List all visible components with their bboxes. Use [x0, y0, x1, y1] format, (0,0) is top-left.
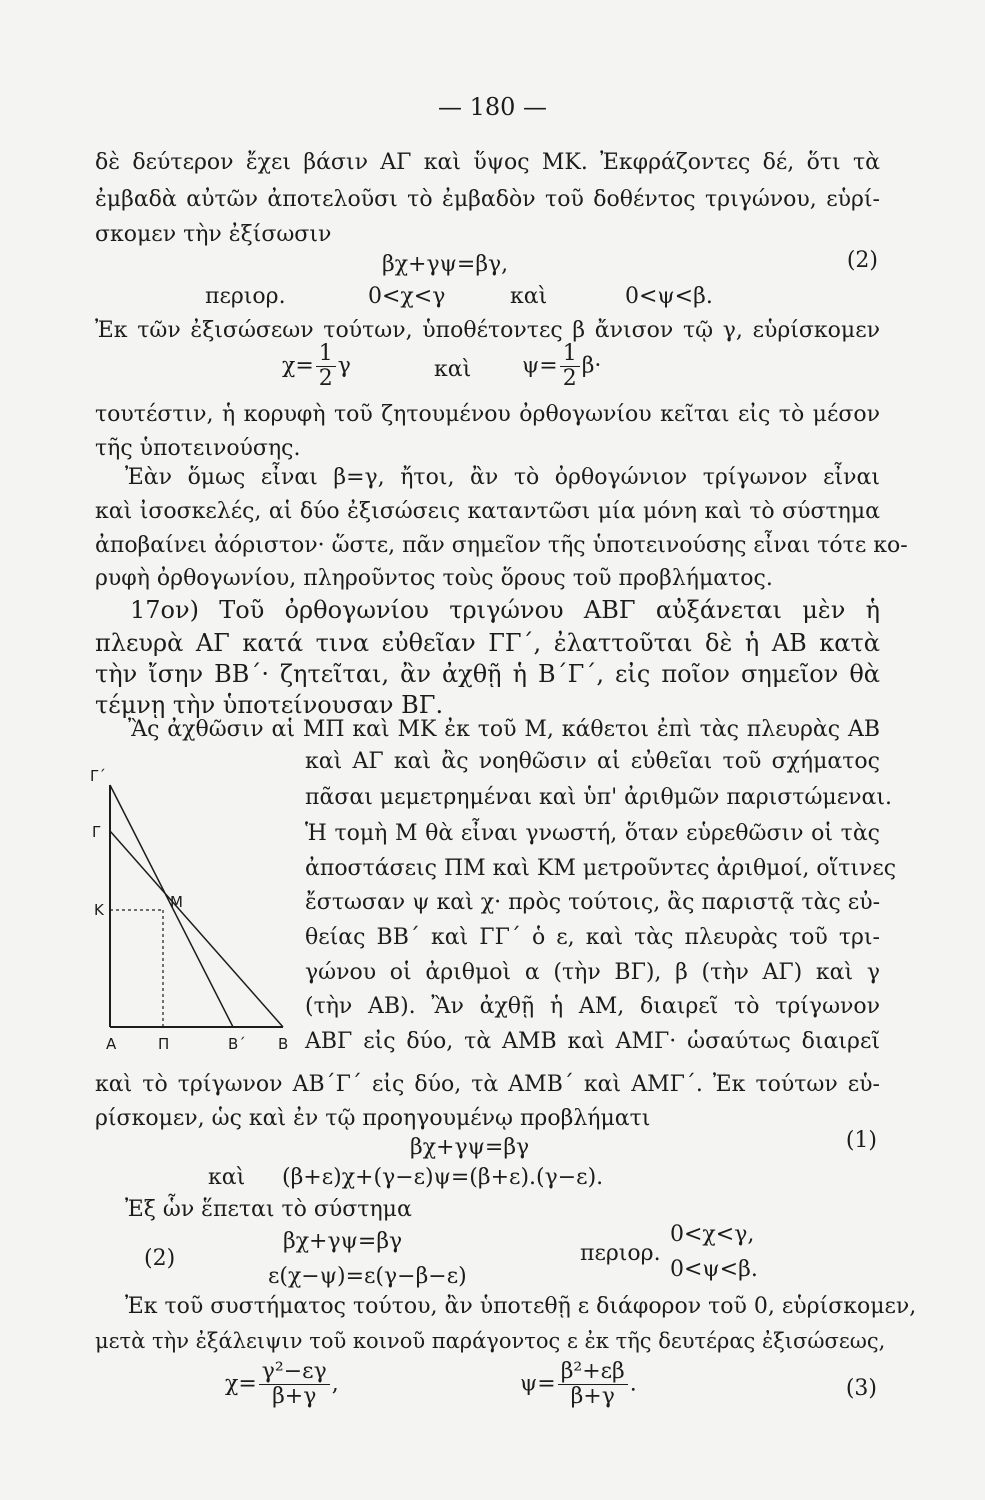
denominator: β+γ [272, 1384, 317, 1409]
text-line: ἔστωσαν ψ καὶ χ· πρὸς τούτοις, ἂς παριστᾷ τὰς εὐ- [305, 890, 880, 915]
label-P: Π [158, 1035, 170, 1053]
label-G1: Γ΄ [90, 767, 106, 785]
text-line: Ἐκ τῶν ἐξισώσεων τούτων, ὑποθέτοντες β ἄνισον τῷ γ, εὑρίσκομεν [95, 318, 880, 343]
text-line: καὶ ΑΓ καὶ ἂς νοηθῶσιν αἱ εὐθεῖαι τοῦ σχήματος [305, 749, 880, 774]
numerator: 1 [560, 342, 580, 367]
hypotenuse-GB [110, 831, 283, 1027]
denominator: 2 [318, 366, 333, 391]
constraint: 0<χ<γ, [670, 1222, 755, 1247]
denominator: β+γ [570, 1384, 615, 1409]
equation-lhs: χ= [225, 1371, 257, 1397]
text-line: Ἐξ ὧν ἕπεται τὸ σύστημα [125, 1197, 412, 1222]
equation-lhs: χ= [282, 353, 314, 379]
numerator: γ²−εγ [259, 1360, 330, 1385]
constraint: 0<ψ<β. [670, 1257, 758, 1282]
label-K: Κ [94, 901, 104, 919]
punctuation: . [629, 1371, 637, 1397]
text-line: ΑΒΓ εἰς δύο, τὰ ΑΜΒ καὶ ΑΜΓ· ὡσαύτως διαιρεῖ [305, 1029, 880, 1054]
equation-half [522, 342, 601, 391]
equation-number: (1) [845, 1128, 877, 1153]
equation-lhs: ψ= [522, 353, 558, 379]
problem-heading: 17ον) Τοῦ ὀρθογωνίου τριγώνου ΑΒΓ αὐξάνεται μὲν ἡ [130, 596, 880, 624]
equation-number: (2) [144, 1246, 176, 1271]
page-number: — 180 — [437, 93, 548, 121]
equation-lhs: ψ= [520, 1371, 556, 1397]
equation-chi [225, 1360, 339, 1409]
punctuation: , [331, 1371, 339, 1397]
text-line: καὶ [434, 357, 472, 382]
text-line: τουτέστιν, ἡ κορυφὴ τοῦ ζητουμένου ὀρθογωνίου κεῖται εἰς τὸ μέσον [95, 402, 880, 427]
numerator: β²+εβ [558, 1360, 628, 1385]
text-line: Ἂς ἀχθῶσιν αἱ ΜΠ καὶ ΜΚ ἐκ τοῦ Μ, κάθετοι ἐπὶ τὰς πλευρὰς ΑΒ [128, 717, 880, 742]
text-line: Ἡ τομὴ Μ θὰ εἶναι γνωστή, ὅταν εὑρεθῶσιν οἱ τὰς [305, 821, 880, 846]
text-line: Ἐὰν ὅμως εἶναι β=γ, ἤτοι, ἂν τὸ ὀρθογώνιον τρίγωνον εἶναι [125, 465, 880, 490]
system-equation: βχ+γψ=βγ [283, 1229, 403, 1254]
system-equation: ε(χ−ψ)=ε(γ−β−ε) [268, 1264, 467, 1289]
equation: βχ+γψ=βγ [410, 1135, 530, 1160]
text-line: καὶ [208, 1165, 246, 1190]
equation-half [282, 342, 351, 391]
equation-psi [520, 1360, 637, 1409]
label-G: Γ [92, 823, 101, 841]
text-line: τῆς ὑποτεινούσης. [95, 436, 301, 461]
denominator: 2 [562, 366, 577, 391]
equation-number: (3) [845, 1376, 877, 1401]
text-line: πλευρὰ ΑΓ κατά τινα εὐθεῖαν ΓΓ΄, ἐλαττοῦται δὲ ἡ ΑΒ κατὰ [95, 629, 880, 657]
label-B: Β [278, 1035, 289, 1053]
text-line: ρυφὴ ὀρθογωνίου, πληροῦντος τοὺς ὅρους τοῦ προβλήματος. [95, 566, 773, 591]
constraint: 0<ψ<β. [625, 284, 713, 309]
constraint-label: περιορ. [205, 284, 286, 309]
label-M: Μ [170, 893, 183, 911]
text-line: ἀποστάσεις ΠΜ καὶ ΚΜ μετροῦντες ἀριθμοί, οἵτινες [305, 856, 897, 881]
label-A: Α [106, 1035, 117, 1053]
constraint-label: περιορ. [580, 1241, 661, 1266]
symbol: β· [581, 353, 602, 379]
text-line: ἀποβαίνει ἀόριστον· ὥστε, πᾶν σημεῖον τῆς ὑποτεινούσης εἶναι τότε κο- [95, 533, 908, 558]
text-line: (τὴν ΑΒ). Ἂν ἀχθῇ ἡ ΑΜ, διαιρεῖ τὸ τρίγωνον [305, 994, 880, 1019]
constraint: 0<χ<γ [368, 284, 446, 309]
triangle-figure [88, 765, 303, 1070]
fraction [558, 1360, 628, 1409]
text-line: Ἐκ τοῦ συστήματος τούτου, ἂν ὑποτεθῇ ε διάφορον τοῦ 0, εὑρίσκομεν, [125, 1294, 917, 1319]
fraction [316, 342, 336, 391]
text-line: δὲ δεύτερον ἔχει βάσιν ΑΓ καὶ ὕψος ΜΚ. Ἐκφράζοντες δέ, ὅτι τὰ [95, 150, 880, 175]
text-line: μετὰ τὴν ἐξάλειψιν τοῦ κοινοῦ παράγοντος ε ἐκ τῆς δευτέρας ἐξισώσεως, [95, 1329, 886, 1353]
symbol: γ [337, 353, 351, 379]
text-line: καὶ τὸ τρίγωνον ΑΒ΄Γ΄ εἰς δύο, τὰ ΑΜΒ΄ καὶ ΑΜΓ΄. Ἐκ τούτων εὑ- [95, 1072, 880, 1097]
text-line: γώνου οἱ ἀριθμοὶ α (τὴν ΒΓ), β (τὴν ΑΓ) καὶ γ [305, 960, 880, 985]
equation: βχ+γψ=βγ, [382, 252, 509, 277]
equation-number: (2) [846, 248, 878, 273]
text-line: καὶ [510, 284, 548, 309]
text-line: ρίσκομεν, ὡς καὶ ἐν τῷ προηγουμένῳ προβλήματι [95, 1106, 651, 1131]
text-line: καὶ ἰσοσκελές, αἱ δύο ἐξισώσεις καταντῶσι μία μόνη καὶ τὸ σύστημα [95, 499, 880, 524]
label-B1: Β΄ [228, 1035, 246, 1053]
text-line: πᾶσαι μεμετρημέναι καὶ ὑπ' ἀριθμῶν παριστώμεναι. [305, 785, 892, 810]
fraction [259, 1360, 330, 1409]
equation: (β+ε)χ+(γ−ε)ψ=(β+ε).(γ−ε). [282, 1165, 604, 1190]
fraction [560, 342, 580, 391]
numerator: 1 [316, 342, 336, 367]
text-line: τὴν ἴσην ΒΒ΄· ζητεῖται, ἂν ἀχθῇ ἡ Β΄Γ΄, εἰς ποῖον σημεῖον θὰ [95, 660, 880, 688]
text-line: ἐμβαδὰ αὐτῶν ἀποτελοῦσι τὸ ἐμβαδὸν τοῦ δοθέντος τριγώνου, εὑρί- [95, 187, 880, 212]
text-line: σκομεν τὴν ἐξίσωσιν [95, 222, 332, 247]
text-line: τέμνῃ τὴν ὑποτείνουσαν ΒΓ. [95, 691, 444, 719]
text-line: θείας ΒΒ΄ καὶ ΓΓ΄ ὁ ε, καὶ τὰς πλευρὰς τοῦ τρι- [305, 925, 880, 950]
